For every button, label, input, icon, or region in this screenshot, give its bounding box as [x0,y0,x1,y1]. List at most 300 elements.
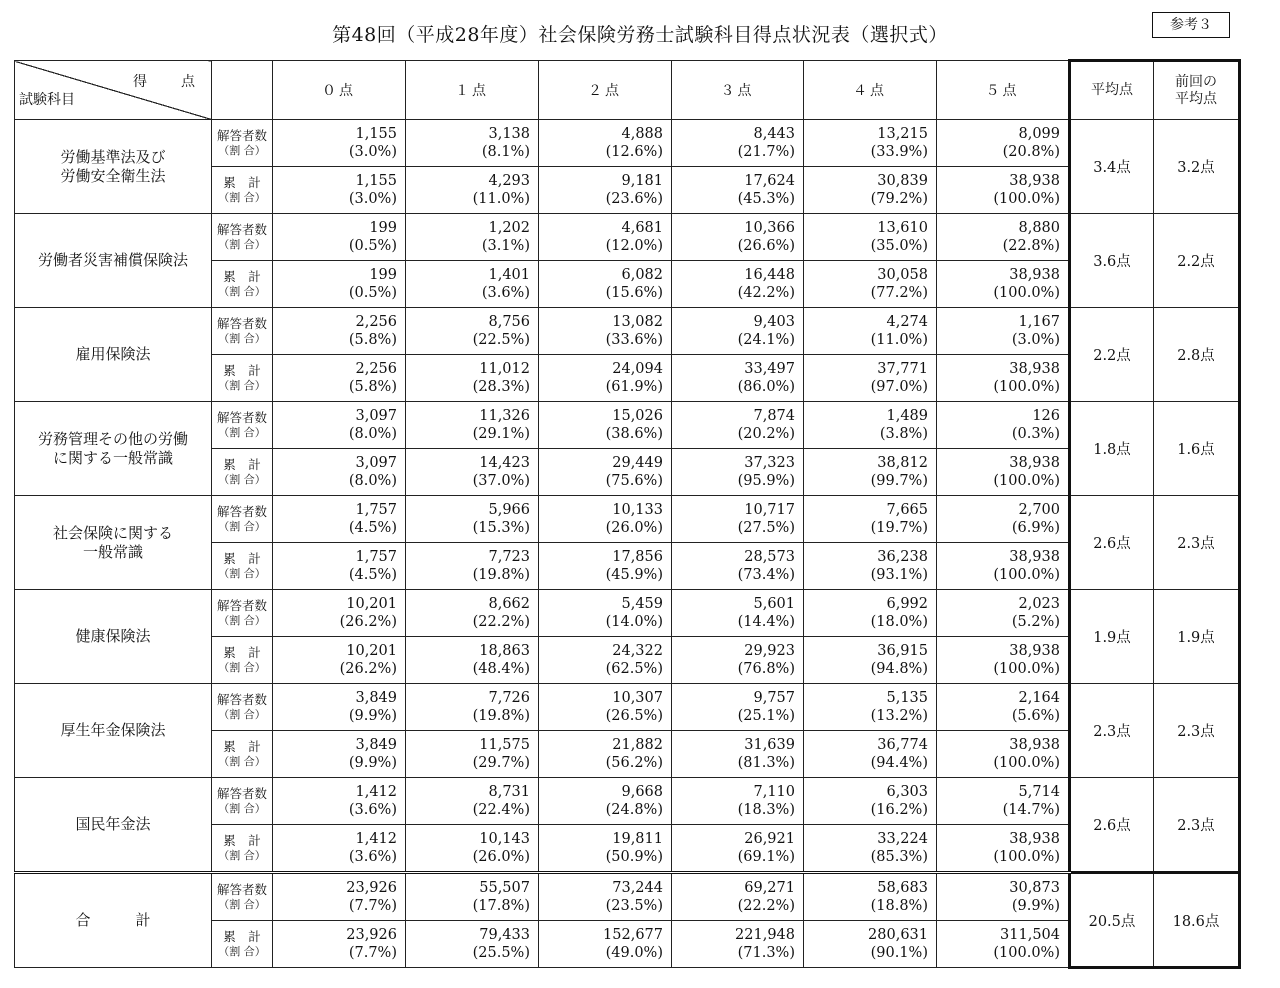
count-value: 38,938 [1009,173,1060,189]
data-cell [937,731,1070,778]
average-score: 2.6点 [1070,496,1154,590]
percent-value: (35.0%) [870,238,928,254]
count-value: 2,256 [355,361,397,377]
data-cell [539,731,672,778]
percent-value: (94.4%) [870,755,928,771]
data-cell [937,308,1070,355]
count-value: 38,938 [1009,831,1060,847]
data-cell [273,778,406,825]
row-label-respondents [212,873,273,921]
percent-value: (13.2%) [870,708,928,724]
row-label-sub: （割 合） [218,708,266,721]
percent-value: (100.0%) [993,849,1060,865]
count-value: 1,489 [886,408,928,424]
data-cell [273,731,406,778]
count-value: 38,812 [877,455,928,471]
percent-value: (100.0%) [993,379,1060,395]
row-label-main: 累 計 [223,739,261,754]
percent-value: (26.5%) [605,708,663,724]
data-cell [804,637,937,684]
percent-value: (100.0%) [993,755,1060,771]
subject-name: 労働者災害補償保険法 [15,214,212,308]
average-score: 2.3点 [1070,684,1154,778]
count-value: 8,880 [1018,220,1060,236]
count-value: 36,915 [877,643,928,659]
data-cell [406,873,539,921]
data-cell [406,778,539,825]
data-cell [804,308,937,355]
percent-value: (12.6%) [605,144,663,160]
percent-value: (8.1%) [481,144,530,160]
data-cell [406,825,539,873]
data-cell [937,355,1070,402]
percent-value: (11.0%) [870,332,928,348]
count-value: 10,307 [612,690,663,706]
percent-value: (27.5%) [737,520,795,536]
row-label-respondents [212,120,273,167]
percent-value: (3.6%) [348,802,397,818]
count-value: 1,155 [355,126,397,142]
row-label-sub: （割 合） [218,755,266,768]
percent-value: (100.0%) [993,661,1060,677]
data-cell [273,543,406,590]
count-value: 1,757 [355,549,397,565]
data-cell [804,921,937,968]
data-cell [539,684,672,731]
data-cell [539,543,672,590]
data-cell [804,590,937,637]
count-value: 30,873 [1009,880,1060,896]
count-value: 8,662 [488,596,530,612]
data-cell [937,590,1070,637]
percent-value: (23.6%) [605,191,663,207]
data-cell [672,449,804,496]
percent-value: (20.8%) [1002,144,1060,160]
count-value: 11,575 [479,737,530,753]
data-cell [937,449,1070,496]
count-value: 9,668 [621,784,663,800]
percent-value: (97.0%) [870,379,928,395]
count-value: 10,201 [346,596,397,612]
row-label-main: 解答者数 [216,692,267,707]
percent-value: (9.9%) [348,755,397,771]
row-label-cumulative [212,543,273,590]
percent-value: (76.8%) [737,661,795,677]
data-cell [406,402,539,449]
data-cell [804,402,937,449]
count-value: 33,224 [877,831,928,847]
count-value: 9,757 [753,690,795,706]
row-label-sub: （割 合） [218,898,266,911]
count-value: 38,938 [1009,643,1060,659]
percent-value: (19.8%) [472,708,530,724]
average-score: 3.6点 [1070,214,1154,308]
percent-value: (3.8%) [879,426,928,442]
count-value: 126 [1032,408,1060,424]
count-value: 8,099 [1018,126,1060,142]
percent-value: (12.0%) [605,238,663,254]
percent-value: (75.6%) [605,473,663,489]
table-row [15,120,1240,167]
data-cell [273,825,406,873]
data-cell [406,637,539,684]
row-label-cumulative [212,921,273,968]
percent-value: (9.9%) [348,708,397,724]
data-cell [804,543,937,590]
table-row [15,496,1240,543]
percent-value: (100.0%) [993,567,1060,583]
row-label-sub: （割 合） [218,520,266,533]
count-value: 37,771 [877,361,928,377]
percent-value: (16.2%) [870,802,928,818]
count-value: 33,497 [744,361,795,377]
percent-value: (56.2%) [605,755,663,771]
percent-value: (24.8%) [605,802,663,818]
previous-average-score: 2.3点 [1154,684,1240,778]
header-diagonal-cell [15,61,212,120]
data-cell [406,120,539,167]
percent-value: (85.3%) [870,849,928,865]
count-value: 38,938 [1009,737,1060,753]
percent-value: (73.4%) [737,567,795,583]
row-label-main: 累 計 [223,551,261,566]
percent-value: (19.8%) [472,567,530,583]
percent-value: (14.7%) [1002,802,1060,818]
count-value: 7,665 [886,502,928,518]
data-cell [406,214,539,261]
count-value: 13,082 [612,314,663,330]
count-value: 8,443 [753,126,795,142]
count-value: 38,938 [1009,455,1060,471]
count-value: 311,504 [1000,927,1060,943]
data-cell [273,449,406,496]
previous-average-score: 2.3点 [1154,496,1240,590]
row-label-sub: （割 合） [218,661,266,674]
count-value: 7,723 [488,549,530,565]
count-value: 11,012 [479,361,530,377]
percent-value: (20.2%) [737,426,795,442]
table-row [15,873,1240,921]
data-cell [804,120,937,167]
row-label-cumulative [212,731,273,778]
row-label-cumulative [212,261,273,308]
count-value: 38,938 [1009,361,1060,377]
row-label-respondents [212,684,273,731]
data-cell [539,873,672,921]
subject-name: 国民年金法 [15,778,212,873]
percent-value: (42.2%) [737,285,795,301]
table-row [15,684,1240,731]
data-cell [406,590,539,637]
count-value: 1,412 [355,831,397,847]
count-value: 10,201 [346,643,397,659]
data-cell [672,825,804,873]
percent-value: (11.0%) [472,191,530,207]
count-value: 21,882 [612,737,663,753]
percent-value: (38.6%) [605,426,663,442]
count-value: 4,681 [621,220,663,236]
percent-value: (81.3%) [737,755,795,771]
data-cell [273,308,406,355]
data-cell [804,214,937,261]
percent-value: (37.0%) [472,473,530,489]
percent-value: (49.0%) [605,945,663,961]
data-cell [672,355,804,402]
count-value: 38,938 [1009,267,1060,283]
data-cell [937,120,1070,167]
average-score: 2.6点 [1070,778,1154,873]
percent-value: (3.6%) [348,849,397,865]
data-cell [804,449,937,496]
percent-value: (8.0%) [348,426,397,442]
percent-value: (77.2%) [870,285,928,301]
count-value: 69,271 [744,880,795,896]
data-cell [937,543,1070,590]
data-cell [539,921,672,968]
count-value: 73,244 [612,880,663,896]
percent-value: (15.3%) [472,520,530,536]
data-cell [539,167,672,214]
count-value: 3,097 [355,408,397,424]
percent-value: (86.0%) [737,379,795,395]
count-value: 3,097 [355,455,397,471]
count-value: 11,326 [479,408,530,424]
row-label-sub: （割 合） [218,238,266,251]
data-cell [672,637,804,684]
data-cell [539,120,672,167]
row-label-main: 解答者数 [216,222,267,237]
data-cell [406,543,539,590]
percent-value: (26.6%) [737,238,795,254]
percent-value: (100.0%) [993,191,1060,207]
count-value: 14,423 [479,455,530,471]
percent-value: (6.9%) [1011,520,1060,536]
percent-value: (5.6%) [1011,708,1060,724]
count-value: 10,717 [744,502,795,518]
score-label: 得 点 [133,74,205,90]
count-value: 221,948 [735,927,795,943]
percent-value: (71.3%) [737,945,795,961]
data-cell [273,120,406,167]
data-cell [406,167,539,214]
percent-value: (99.7%) [870,473,928,489]
count-value: 13,610 [877,220,928,236]
count-value: 4,293 [488,173,530,189]
row-label-main: 解答者数 [216,882,267,897]
data-cell [273,873,406,921]
row-label-respondents [212,308,273,355]
subject-label: 試験科目 [19,92,75,108]
row-label-main: 解答者数 [216,504,267,519]
subject-name: 厚生年金保険法 [15,684,212,778]
count-value: 8,756 [488,314,530,330]
count-value: 13,215 [877,126,928,142]
col-header-1: １点 [406,61,539,120]
percent-value: (22.8%) [1002,238,1060,254]
count-value: 26,921 [744,831,795,847]
subject-name: 労務管理その他の労働 に関する一般常識 [15,402,212,496]
count-value: 152,677 [603,927,663,943]
row-label-respondents [212,778,273,825]
percent-value: (33.6%) [605,332,663,348]
data-cell [406,449,539,496]
data-cell [672,731,804,778]
data-cell [406,731,539,778]
row-label-sub: （割 合） [218,945,266,958]
row-label-cumulative [212,825,273,873]
count-value: 4,888 [621,126,663,142]
count-value: 6,303 [886,784,928,800]
percent-value: (0.5%) [348,238,397,254]
col-header-5: ５点 [937,61,1070,120]
count-value: 7,110 [753,784,795,800]
count-value: 9,181 [621,173,663,189]
percent-value: (26.0%) [605,520,663,536]
percent-value: (26.2%) [339,661,397,677]
data-cell [937,167,1070,214]
count-value: 7,874 [753,408,795,424]
row-label-sub: （割 合） [218,473,266,486]
count-value: 1,757 [355,502,397,518]
count-value: 2,023 [1018,596,1060,612]
average-score: 2.2点 [1070,308,1154,402]
percent-value: (69.1%) [737,849,795,865]
percent-value: (0.3%) [1011,426,1060,442]
percent-value: (22.5%) [472,332,530,348]
row-label-cumulative [212,637,273,684]
data-cell [273,921,406,968]
count-value: 1,401 [488,267,530,283]
data-cell [273,684,406,731]
percent-value: (79.2%) [870,191,928,207]
data-cell [804,167,937,214]
percent-value: (3.0%) [1011,332,1060,348]
percent-value: (23.5%) [605,898,663,914]
row-label-main: 累 計 [223,645,261,660]
count-value: 2,164 [1018,690,1060,706]
percent-value: (26.0%) [472,849,530,865]
percent-value: (5.8%) [348,332,397,348]
subject-name: 健康保険法 [15,590,212,684]
percent-value: (100.0%) [993,473,1060,489]
row-label-cumulative [212,167,273,214]
row-label-sub: （割 合） [218,332,266,345]
count-value: 4,274 [886,314,928,330]
data-cell [273,355,406,402]
data-cell [937,214,1070,261]
data-cell [273,496,406,543]
data-cell [406,496,539,543]
percent-value: (5.2%) [1011,614,1060,630]
data-cell [539,590,672,637]
header-row [15,61,1240,120]
data-cell [937,873,1070,921]
percent-value: (8.0%) [348,473,397,489]
col-header-previous-average: 前回の 平均点 [1154,61,1240,120]
data-cell [672,921,804,968]
data-cell [672,496,804,543]
data-cell [539,355,672,402]
count-value: 23,926 [346,927,397,943]
row-label-sub: （割 合） [218,191,266,204]
data-cell [539,308,672,355]
previous-average-score: 2.3点 [1154,778,1240,873]
data-cell [937,684,1070,731]
data-cell [539,261,672,308]
data-cell [406,921,539,968]
percent-value: (24.1%) [737,332,795,348]
table-row [15,778,1240,825]
percent-value: (5.8%) [348,379,397,395]
data-cell [672,261,804,308]
count-value: 36,238 [877,549,928,565]
data-cell [539,496,672,543]
reference-tag: 参考３ [1152,12,1230,38]
percent-value: (25.1%) [737,708,795,724]
percent-value: (28.3%) [472,379,530,395]
count-value: 3,849 [355,737,397,753]
percent-value: (33.9%) [870,144,928,160]
data-cell [672,778,804,825]
score-status-table [14,59,1241,969]
data-cell [672,684,804,731]
data-cell [539,778,672,825]
previous-average-score: 1.9点 [1154,590,1240,684]
row-label-respondents [212,496,273,543]
percent-value: (100.0%) [993,945,1060,961]
count-value: 6,082 [621,267,663,283]
previous-average-score: 3.2点 [1154,120,1240,214]
data-cell [672,308,804,355]
percent-value: (29.1%) [472,426,530,442]
count-value: 15,026 [612,408,663,424]
table-row [15,590,1240,637]
data-cell [406,684,539,731]
count-value: 5,601 [753,596,795,612]
data-cell [406,261,539,308]
count-value: 31,639 [744,737,795,753]
table-body [15,120,1240,968]
row-label-main: 解答者数 [216,128,267,143]
data-cell [672,167,804,214]
data-cell [937,402,1070,449]
percent-value: (100.0%) [993,285,1060,301]
row-label-cumulative [212,449,273,496]
count-value: 29,449 [612,455,663,471]
average-score: 20.5点 [1070,873,1154,968]
count-value: 58,683 [877,880,928,896]
count-value: 3,138 [488,126,530,142]
row-label-cumulative [212,355,273,402]
data-cell [672,214,804,261]
data-cell [672,402,804,449]
percent-value: (0.5%) [348,285,397,301]
row-label-sub: （割 合） [218,426,266,439]
row-label-sub: （割 合） [218,144,266,157]
count-value: 5,135 [886,690,928,706]
row-label-main: 解答者数 [216,316,267,331]
count-value: 18,863 [479,643,530,659]
count-value: 55,507 [479,880,530,896]
count-value: 199 [369,220,397,236]
count-value: 1,412 [355,784,397,800]
subject-name: 労働基準法及び 労働安全衛生法 [15,120,212,214]
percent-value: (3.1%) [481,238,530,254]
percent-value: (45.3%) [737,191,795,207]
data-cell [804,261,937,308]
percent-value: (7.7%) [348,898,397,914]
percent-value: (14.4%) [737,614,795,630]
